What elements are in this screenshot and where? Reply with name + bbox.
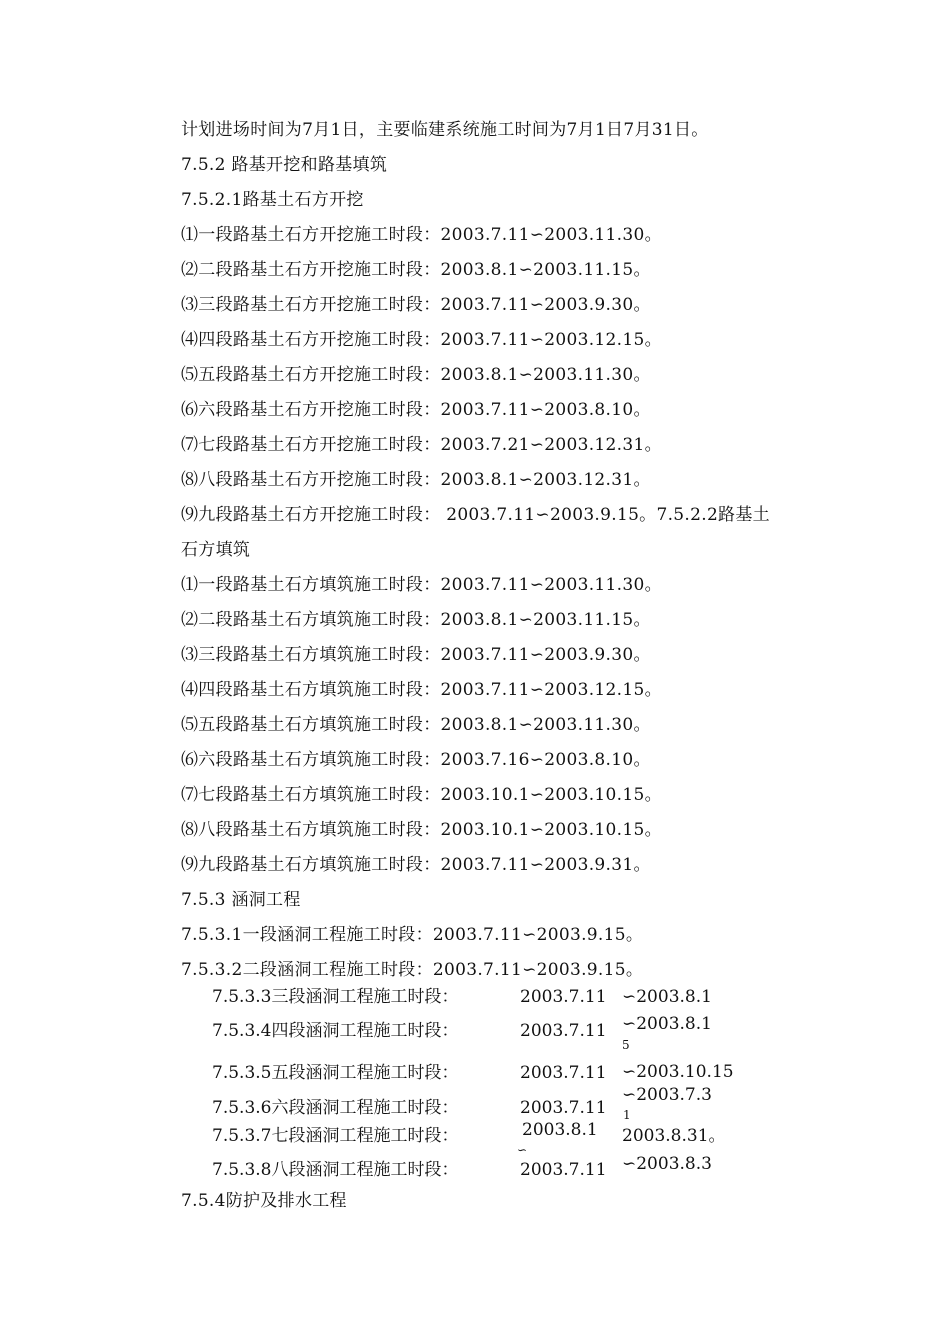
fill-item-8: ⑻八段路基土石方填筑施工时段：2003.10.1∽2003.10.15。 bbox=[181, 820, 662, 840]
culvert-item-4-end: ∽2003.8.1 bbox=[622, 1014, 712, 1034]
culvert-item-8-label: 7.5.3.8八段涵洞工程施工时段： bbox=[212, 1160, 459, 1180]
culvert-item-1: 7.5.3.1一段涵洞工程施工时段：2003.7.11∽2003.9.15。 bbox=[181, 925, 644, 945]
culvert-item-6-end-tail: 1 bbox=[623, 1108, 631, 1122]
fill-item-1: ⑴一段路基土石方填筑施工时段：2003.7.11∽2003.11.30。 bbox=[181, 575, 662, 595]
culvert-item-6-label: 7.5.3.6六段涵洞工程施工时段： bbox=[212, 1098, 459, 1118]
fill-item-9: ⑼九段路基土石方填筑施工时段：2003.7.11∽2003.9.31。 bbox=[181, 855, 651, 875]
section-heading-7-5-3: 7.5.3 涵洞工程 bbox=[181, 890, 301, 910]
section-heading-7-5-2: 7.5.2 路基开挖和路基填筑 bbox=[181, 155, 388, 175]
culvert-item-5-start: 2003.7.11 bbox=[520, 1063, 607, 1083]
culvert-item-8-start: 2003.7.11 bbox=[520, 1160, 607, 1180]
fill-item-5: ⑸五段路基土石方填筑施工时段：2003.8.1∽2003.11.30。 bbox=[181, 715, 651, 735]
culvert-item-3-start: 2003.7.11 bbox=[520, 987, 607, 1007]
culvert-item-4-label: 7.5.3.4四段涵洞工程施工时段： bbox=[212, 1021, 459, 1041]
fill-item-2: ⑵二段路基土石方填筑施工时段：2003.8.1∽2003.11.15。 bbox=[181, 610, 651, 630]
culvert-item-7-start-tail: ∽ bbox=[517, 1143, 528, 1157]
fill-item-3: ⑶三段路基土石方填筑施工时段：2003.7.11∽2003.9.30。 bbox=[181, 645, 651, 665]
section-heading-7-5-4: 7.5.4防护及排水工程 bbox=[181, 1191, 347, 1211]
excavation-item-1: ⑴一段路基土石方开挖施工时段：2003.7.11∽2003.11.30。 bbox=[181, 225, 662, 245]
culvert-item-6-start: 2003.7.11 bbox=[520, 1098, 607, 1118]
excavation-item-4: ⑷四段路基土石方开挖施工时段：2003.7.11∽2003.12.15。 bbox=[181, 330, 662, 350]
subsection-heading-7-5-2-1: 7.5.2.1路基土石方开挖 bbox=[181, 190, 364, 210]
excavation-item-5: ⑸五段路基土石方开挖施工时段：2003.8.1∽2003.11.30。 bbox=[181, 365, 651, 385]
excavation-item-6: ⑹六段路基土石方开挖施工时段：2003.7.11∽2003.8.10。 bbox=[181, 400, 651, 420]
culvert-item-6-end: ∽2003.7.3 bbox=[622, 1085, 712, 1105]
fill-item-7: ⑺七段路基土石方填筑施工时段：2003.10.1∽2003.10.15。 bbox=[181, 785, 662, 805]
fill-item-6: ⑹六段路基土石方填筑施工时段：2003.7.16∽2003.8.10。 bbox=[181, 750, 651, 770]
excavation-item-8: ⑻八段路基土石方开挖施工时段：2003.8.1∽2003.12.31。 bbox=[181, 470, 651, 490]
culvert-item-8-end: ∽2003.8.3 bbox=[622, 1154, 712, 1174]
fill-item-4: ⑷四段路基土石方填筑施工时段：2003.7.11∽2003.12.15。 bbox=[181, 680, 662, 700]
intro-paragraph: 计划进场时间为7月1日，主要临建系统施工时间为7月1日7月31日。 bbox=[181, 120, 709, 140]
excavation-item-3: ⑶三段路基土石方开挖施工时段：2003.7.11∽2003.9.30。 bbox=[181, 295, 651, 315]
culvert-item-5-label: 7.5.3.5五段涵洞工程施工时段： bbox=[212, 1063, 459, 1083]
culvert-item-7-start: 2003.8.1 bbox=[522, 1120, 598, 1140]
culvert-item-3-end: ∽2003.8.1 bbox=[622, 987, 712, 1007]
excavation-item-7: ⑺七段路基土石方开挖施工时段：2003.7.21∽2003.12.31。 bbox=[181, 435, 662, 455]
culvert-item-3-label: 7.5.3.3三段涵洞工程施工时段： bbox=[212, 987, 459, 1007]
culvert-item-4-start: 2003.7.11 bbox=[520, 1021, 607, 1041]
culvert-item-5-end: ∽2003.10.15 bbox=[622, 1062, 734, 1082]
culvert-item-4-end-tail: 5 bbox=[622, 1038, 630, 1052]
excavation-item-2: ⑵二段路基土石方开挖施工时段：2003.8.1∽2003.11.15。 bbox=[181, 260, 651, 280]
excavation-item-9: ⑼九段路基土石方开挖施工时段： 2003.7.11∽2003.9.15。7.5.2.2路基土 bbox=[181, 505, 770, 525]
culvert-item-2: 7.5.3.2二段涵洞工程施工时段：2003.7.11∽2003.9.15。 bbox=[181, 960, 644, 980]
subsection-heading-7-5-2-2-cont: 石方填筑 bbox=[181, 540, 251, 560]
culvert-item-7-end: 2003.8.31。 bbox=[622, 1126, 726, 1146]
culvert-item-7-label: 7.5.3.7七段涵洞工程施工时段： bbox=[212, 1126, 459, 1146]
